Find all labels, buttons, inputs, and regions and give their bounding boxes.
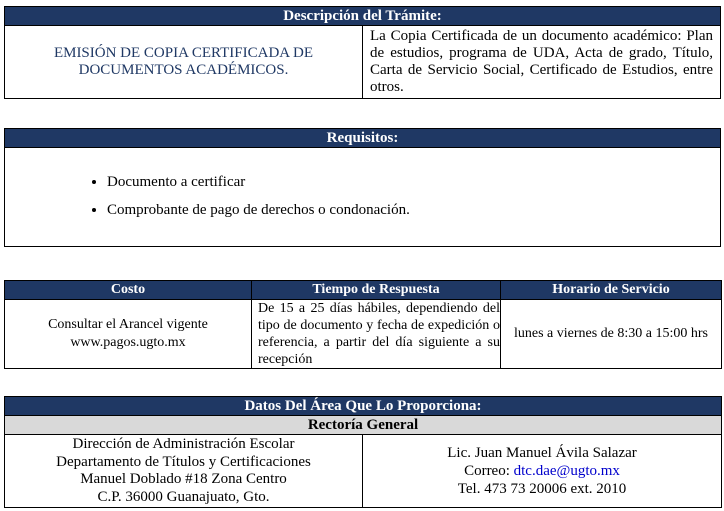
pagos-link[interactable]: www.pagos.ugto.mx xyxy=(70,335,186,350)
requisitos-body xyxy=(5,148,721,247)
horario-header: Horario de Servicio xyxy=(501,281,722,300)
requisitos-table xyxy=(4,128,721,247)
email-link[interactable]: dtc.dae@ugto.mx xyxy=(513,463,620,479)
descripcion-header: Descripción del Trámite: xyxy=(5,7,721,26)
area-header: Datos Del Área Que Lo Proporciona: xyxy=(5,397,722,416)
contact-name: Lic. Juan Manuel Ávila Salazar xyxy=(447,445,637,461)
costo-header: Costo xyxy=(5,281,252,300)
address-line: C.P. 36000 Guanajuato, Gto. xyxy=(97,488,270,505)
costo-text: Consultar el Arancel vigente xyxy=(48,317,208,332)
requisito-item: • Comprobante de pago de derechos o condonación. xyxy=(107,202,720,219)
address-cell xyxy=(5,435,363,508)
requisitos-header: Requisitos: xyxy=(5,129,721,148)
address-line: Departamento de Títulos y Certificaciones xyxy=(56,453,311,470)
contact-cell xyxy=(363,435,722,508)
address-line: Manuel Doblado #18 Zona Centro xyxy=(80,471,287,487)
requisito-item: • Documento a certificar xyxy=(107,174,720,191)
servicio-table xyxy=(4,280,722,369)
requisitos-list xyxy=(5,174,720,219)
tramite-name: EMISIÓN DE COPIA CERTIFICADA DE DOCUMENTOS ACADÉMICOS. xyxy=(5,26,363,99)
area-table xyxy=(4,396,722,508)
horario-text: lunes a viernes de 8:30 a 15:00 hrs xyxy=(501,300,722,369)
tiempo-header: Tiempo de Respuesta xyxy=(252,281,501,300)
descripcion-tramite-table xyxy=(4,6,721,99)
tiempo-text: De 15 a 25 días hábiles, dependiendo del tipo de documento y fecha de expedición o referencia, a partir del día siguiente a su recepción xyxy=(252,300,501,369)
contact-email-row xyxy=(363,462,721,480)
area-subheader: Rectoría General xyxy=(5,416,722,435)
email-label: Correo: xyxy=(464,463,510,479)
tramite-description: La Copia Certificada de un documento académico: Plan de estudios, programa de UDA, Acta de grado, Título, Carta de Servicio Social, Certificado de Estudios, entre otros. xyxy=(363,26,721,99)
costo-cell xyxy=(5,300,252,369)
address-line: Dirección de Administración Escolar xyxy=(72,436,295,452)
contact-phone: Tel. 473 73 20006 ext. 2010 xyxy=(457,481,627,497)
